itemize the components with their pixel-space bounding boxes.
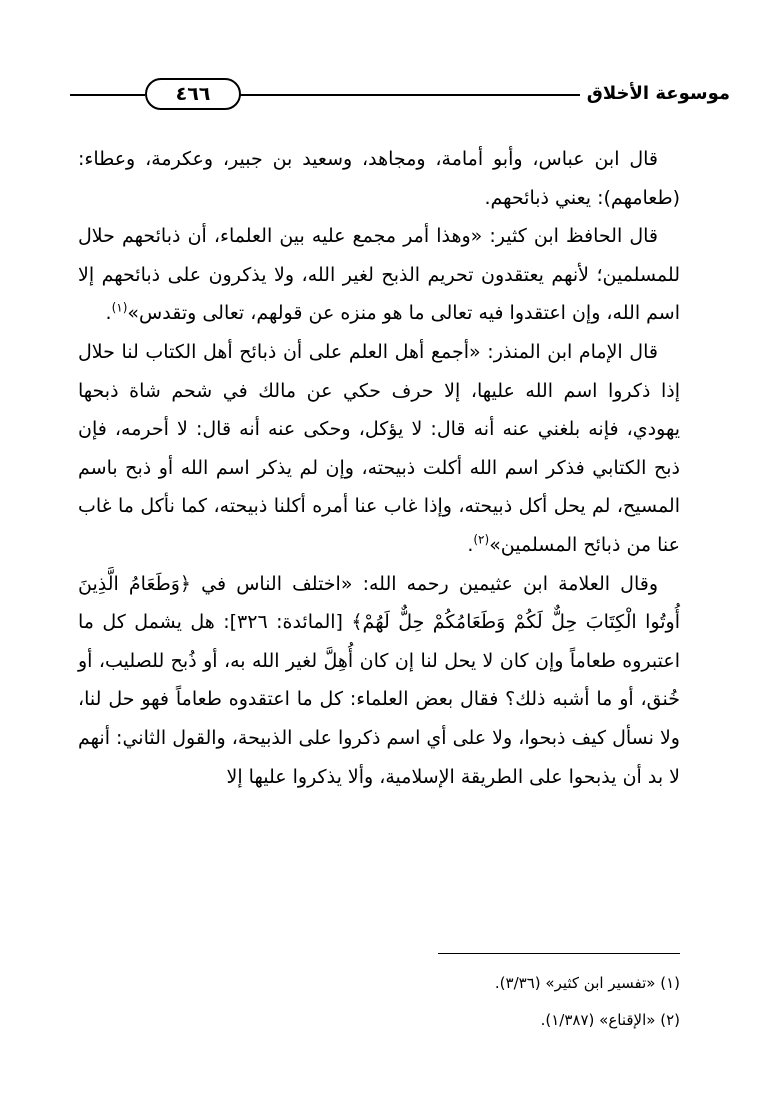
footnote-marker: (٢) [473, 532, 490, 547]
paragraph-text: وقال العلامة ابن عثيمين رحمه الله: «اختلف الناس في ﴿وَطَعَامُ الَّذِينَ أُوتُوا الْكِتَابَ حِلٌّ لَكُمْ وَطَعَامُكُمْ حِلٌّ لَهُمْ﴾ [المائدة: ٣٢٦]: هل يشمل كل ما اعتبروه طعاماً وإن كان لا يحل لنا إن كان أُهِلَّ لغير الله به، أو ذُبح للصليب، أو خُنق، أو ما أشبه ذلك؟ فقال بعض العلماء: كل ما اعتقدوه طعاماً فهو حل لنا، ولا نسأل كيف ذبحوا، ولا على أي اسم ذكروا على الذبيحة، والقول الثاني: أنهم لا بد أن يذبحوا على الطريقة الإسلامية، وألا يذكروا عليها إلا [78, 572, 680, 788]
book-title: موسوعة الأخلاق [586, 83, 730, 104]
footnote-separator [438, 953, 680, 954]
paragraph-text: قال ابن عباس، وأبو أمامة، ومجاهد، وسعيد بن جبير، وعكرمة، وعطاء: (طعامهم): يعني ذبائحهم. [78, 148, 680, 209]
paragraph: قال الإمام ابن المنذر: «أجمع أهل العلم على أن ذبائح أهل الكتاب لنا حلال إذا ذكروا اسم الله عليها، إلا حرف حكي عن مالك في شحم شاة ذبحها يهودي، فإنه بلغني عنه أنه قال: لا يؤكل، وحكى عنه أنه قال: لا أحرمه، فإن ذبح الكتابي فذكر اسم الله أكلت ذبيحته، وإن لم يذكر اسم الله أو ذبح باسم المسيح، لم يحل أكل ذبيحته، وإذا غاب عنا أمره أكلنا ذبيحته، كما نأكل ما غاب عنا من ذبائح المسلمين»$^{(٢)}$. [78, 340, 680, 556]
paragraph: قال الحافظ ابن كثير: «وهذا أمر مجمع عليه بين العلماء، أن ذبائحهم حلال للمسلمين؛ لأنهم يعتقدون تحريم الذبح لغير الله، ولا يذكرون على ذبائحهم إلا اسم الله، وإن اعتقدوا فيه تعالى ما هو منزه عن قولهم، تعالى وتقدس»$^{(١)}$. [78, 225, 680, 325]
paragraph [78, 565, 680, 797]
body-text [78, 140, 680, 796]
header-rule-right [188, 94, 580, 96]
page-header [30, 76, 730, 112]
footnote: (٢) «الإقناع» (١/٣٨٧). [540, 1011, 680, 1029]
header-rule-left [70, 94, 145, 96]
paragraph [78, 140, 680, 217]
footnote: (١) «تفسير ابن كثير» (٣/٣٦). [494, 974, 680, 992]
page-number: ٤٦٦ [145, 78, 241, 110]
paragraph-text: قال الحافظ ابن كثير: «وهذا أمر مجمع عليه بين العلماء، أن ذبائحهم حلال للمسلمين؛ لأنهم يعتقدون تحريم الذبح لغير الله، ولا يذكرون على ذبائحهم إلا اسم الله، وإن اعتقدوا فيه تعالى ما هو منزه عن قولهم، تعالى وتقدس» [78, 225, 680, 325]
footnote-marker: (١) [111, 301, 128, 316]
paragraph-text: قال الإمام ابن المنذر: «أجمع أهل العلم على أن ذبائح أهل الكتاب لنا حلال إذا ذكروا اسم الله عليها، إلا حرف حكي عن مالك في شحم شاة ذبحها يهودي، فإنه بلغني عنه أنه قال: لا يؤكل، وحكى عنه أنه قال: لا أحرمه، فإن ذبح الكتابي فذكر اسم الله أكلت ذبيحته، وإن لم يذكر اسم الله أو ذبح باسم المسيح، لم يحل أكل ذبيحته، وإذا غاب عنا أمره أكلنا ذبيحته، كما نأكل ما غاب عنا من ذبائح المسلمين» [78, 340, 680, 556]
footnotes [78, 965, 680, 1039]
